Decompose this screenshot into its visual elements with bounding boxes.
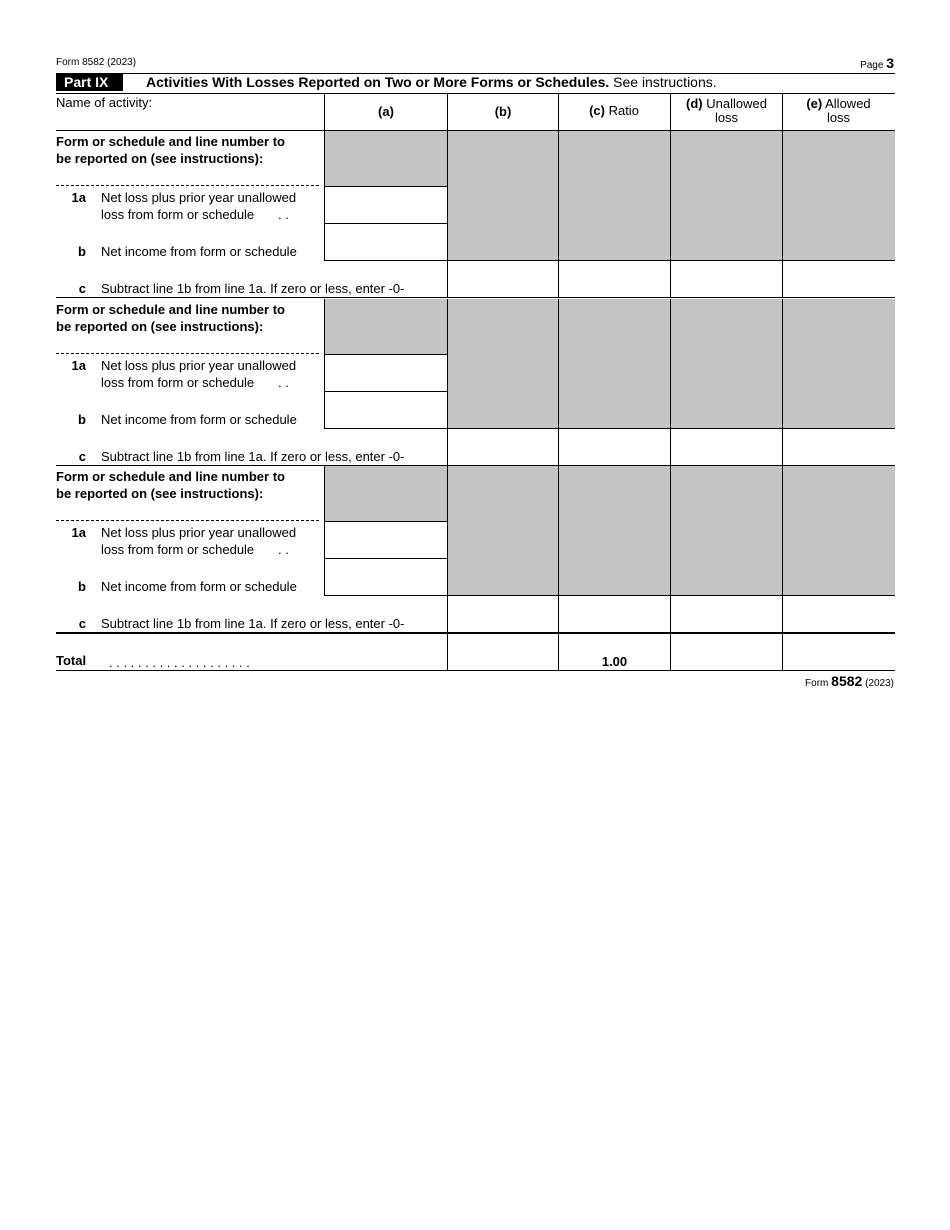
total-ratio-value: 1.00 [601,654,628,669]
col-d-header [671,97,782,125]
total-col-e-field[interactable] [783,634,895,670]
form-id-header: Form 8582 (2023) [56,57,137,68]
total-leader-dots: . . . . . . . . . . . . . . . . . . . . [109,655,250,670]
group-1-line-1c-col-d-field[interactable] [671,261,782,297]
group-2-rule-1c-top [324,428,895,429]
col-e-text2: loss [826,110,851,125]
group-1-line-1a-text2: loss from form or schedule [101,207,255,222]
group-2-line-1a-number: 1a [71,358,86,373]
group-3-heading-line1: Form or schedule and line number to [56,469,285,484]
name-of-activity-label: Name of activity: [56,95,153,110]
group-1-heading-line2: be reported on (see instructions): [56,151,264,166]
group-2-col-a-shade [325,299,447,354]
group-3-vline-a [324,466,325,595]
group-3-line-1a-col-a-field[interactable] [325,522,447,558]
group-2-dashed-divider [56,353,319,354]
group-1-col-e-shade [783,131,895,260]
group-1-rule-1a-top [324,186,447,187]
group-2-line-1c-text: Subtract line 1b from line 1a. If zero or less, enter -0- [101,449,405,464]
group-3-vline-b [447,466,448,632]
group-3-heading-line2: be reported on (see instructions): [56,486,264,501]
group-2-vline-b [447,299,448,465]
group-1-line-1c-number: c [78,281,86,296]
header-vline-b [447,93,448,130]
page-label: Page [860,60,884,71]
group-2-vline-c [558,299,559,465]
group-1-vline-e [782,131,783,297]
group-2-vline-d [670,299,671,465]
col-b-header: (b) [494,104,512,119]
group-1-line-1c-text: Subtract line 1b from line 1a. If zero or less, enter -0- [101,281,405,296]
col-d-text2: loss [714,110,739,125]
footer-form-word: Form [805,678,829,689]
group-1-line-1a-text1: Net loss plus prior year unallowed [101,190,297,205]
footer-year: (2023) [865,678,894,689]
group-3-col-a-shade [325,466,447,521]
group-1-rule-1c-top [324,260,895,261]
group-1-vline-b [447,131,448,297]
group-3-vline-d [670,466,671,632]
page-number: 3 [886,55,894,71]
group-2-line-1a-dots: . . [278,375,289,390]
group-3-rule-1a-top [324,521,447,522]
group-3-line-1b-text: Net income from form or schedule [101,579,297,594]
group-3-col-d-shade [671,466,782,595]
col-c-header [559,103,669,119]
group-3-line-1c-col-c-field[interactable] [559,596,670,632]
part-title-normal: See instructions. [613,74,717,90]
group-1-line-1c-col-e-field[interactable] [783,261,895,297]
group-2-line-1c-number: c [78,449,86,464]
col-d-code: (d) [686,96,703,111]
col-e-text1: Allowed [825,96,871,111]
group-1-vline-c [558,131,559,297]
col-c-code: (c) [589,103,605,118]
group-3-line-1c-col-d-field[interactable] [671,596,782,632]
total-vline-c [558,633,559,670]
group-1-col-b-shade [448,131,558,260]
group-2-line-1b-number: b [78,412,86,427]
total-col-b-field[interactable] [448,634,558,670]
group-1-line-1a-number: 1a [71,190,86,205]
group-2-line-1c-col-c-field[interactable] [559,429,670,465]
col-e-code: (e) [806,96,823,111]
group-1-line-1b-text: Net income from form or schedule [101,244,297,259]
group-1-line-1a-col-a-field[interactable] [325,187,447,223]
group-1-vline-d [670,131,671,297]
group-3-line-1a-text1: Net loss plus prior year unallowed [101,525,297,540]
group-1-col-c-shade [559,131,670,260]
group-1-line-1c-col-b-field[interactable] [448,261,558,297]
footer-form-number: 8582 [831,673,863,689]
col-a-header: (a) [378,104,394,119]
group-2-vline-a [324,299,325,428]
group-2-line-1c-col-d-field[interactable] [671,429,782,465]
group-2-line-1a-col-a-field[interactable] [325,355,447,391]
group-2-col-d-shade [671,299,782,428]
group-1-col-a-shade [325,131,447,186]
group-1-line-1b-col-a-field[interactable] [325,224,447,260]
group-3-line-1c-col-e-field[interactable] [783,596,895,632]
part-title-bold: Activities With Losses Reported on Two or More Forms or Schedules. [146,74,610,90]
group-2-line-1b-col-a-field[interactable] [325,392,447,428]
group-2-rule-1b-top [324,391,447,392]
group-2-line-1a-text2: loss from form or schedule [101,375,255,390]
group-2-vline-e [782,299,783,465]
header-vline-d [670,93,671,130]
group-1-line-1b-number: b [78,244,86,259]
header-vline-c [558,93,559,130]
group-2-heading-line1: Form or schedule and line number to [56,302,285,317]
group-1-vline-a [324,131,325,260]
group-2-line-1b-text: Net income from form or schedule [101,412,297,427]
group-2-col-b-shade [448,299,558,428]
group-2-line-1c-col-b-field[interactable] [448,429,558,465]
group-2-col-c-shade [559,299,670,428]
group-3-line-1a-dots: . . [278,542,289,557]
table-bottom-rule [56,670,895,671]
group-3-dashed-divider [56,520,319,521]
total-label: Total [56,653,87,668]
group-1-rule-bottom [56,297,895,298]
col-c-text: Ratio [608,103,639,118]
group-2-rule-1a-top [324,354,447,355]
group-3-rule-1b-top [324,558,447,559]
group-3-line-1b-number: b [78,579,86,594]
total-vline-b [447,633,448,670]
group-1-heading-line1: Form or schedule and line number to [56,134,285,149]
group-3-rule-1c-top [324,595,895,596]
group-3-vline-c [558,466,559,632]
group-3-line-1b-col-a-field[interactable] [325,559,447,595]
part-tag: Part IX [56,74,123,91]
group-2-line-1c-col-e-field[interactable] [783,429,895,465]
group-2-line-1a-text1: Net loss plus prior year unallowed [101,358,297,373]
group-3-line-1a-text2: loss from form or schedule [101,542,255,557]
group-3-col-c-shade [559,466,670,595]
group-3-vline-e [782,466,783,632]
total-vline-d [670,633,671,670]
group-3-line-1a-number: 1a [71,525,86,540]
part-bottom-rule [56,93,895,94]
group-3-col-b-shade [448,466,558,595]
part-title [146,74,717,91]
form-footer [805,673,894,689]
header-vline-a [324,93,325,130]
page-number-header [860,55,894,71]
group-1-line-1a-dots: . . [278,207,289,222]
col-e-header [783,97,894,125]
group-3-line-1c-col-b-field[interactable] [448,596,558,632]
group-1-rule-1b-top [324,223,447,224]
header-vline-e [782,93,783,130]
group-2-col-e-shade [783,299,895,428]
group-1-dashed-divider [56,185,319,186]
total-vline-e [782,633,783,670]
group-1-line-1c-col-c-field[interactable] [559,261,670,297]
group-1-col-d-shade [671,131,782,260]
group-3-line-1c-number: c [78,616,86,631]
group-2-heading-line2: be reported on (see instructions): [56,319,264,334]
group-3-col-e-shade [783,466,895,595]
group-3-line-1c-text: Subtract line 1b from line 1a. If zero or less, enter -0- [101,616,405,631]
total-col-d-field[interactable] [671,634,782,670]
col-d-text1: Unallowed [706,96,767,111]
